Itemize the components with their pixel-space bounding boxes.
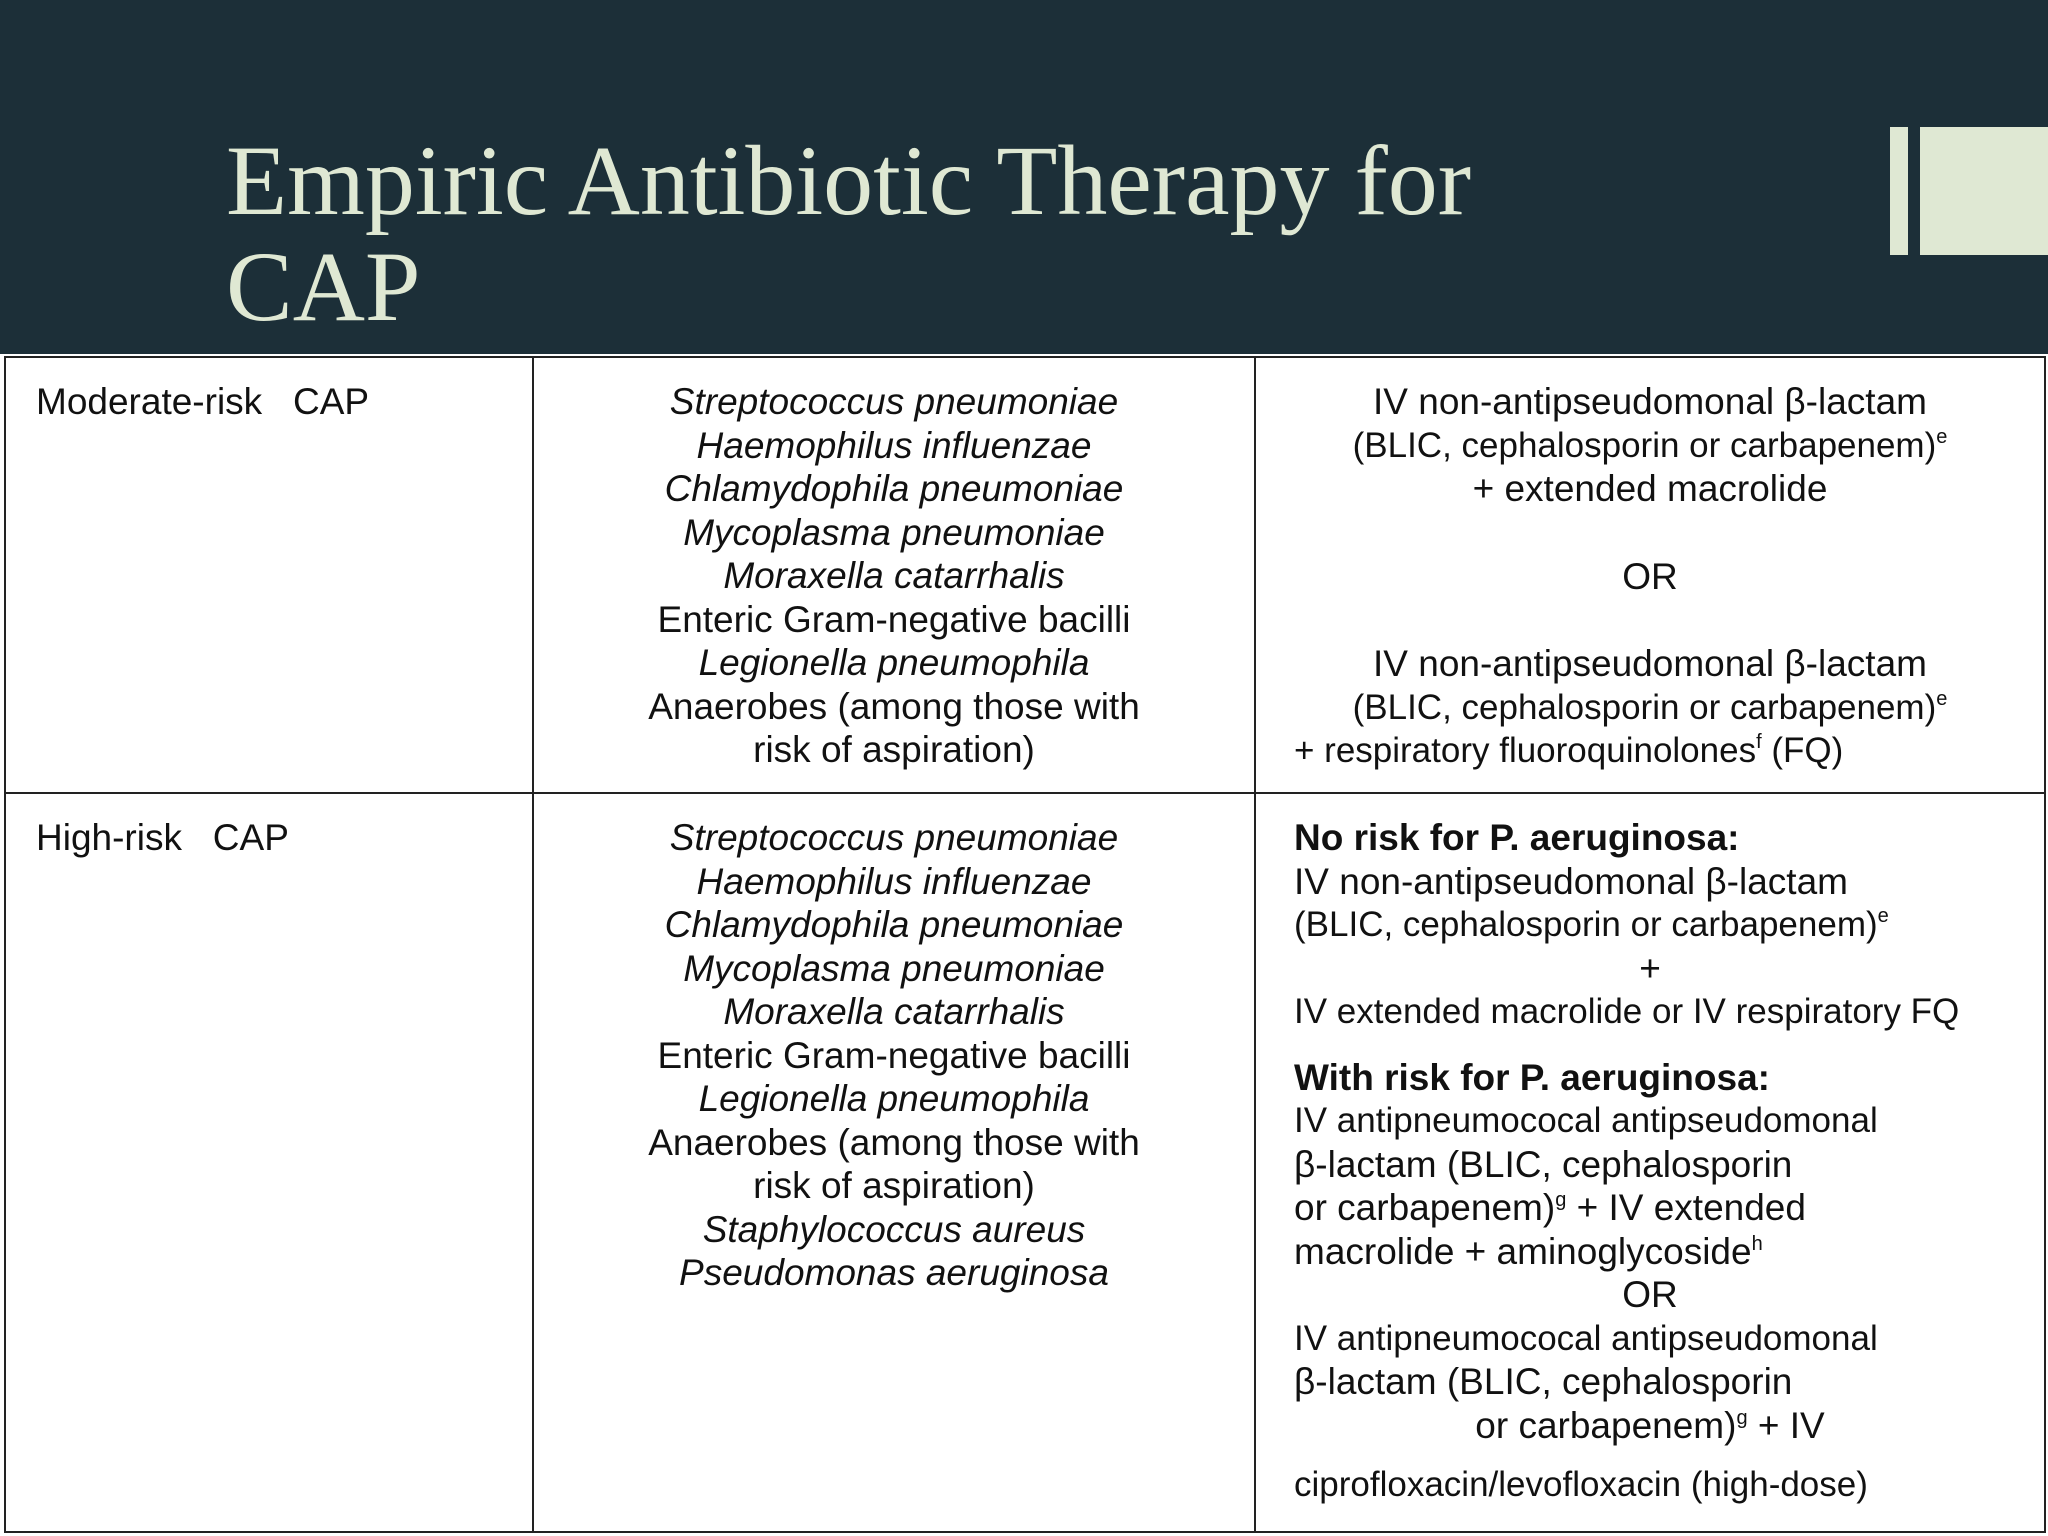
therapy-line: IV non-antipseudomonal β-lactam — [1373, 643, 1927, 684]
therapy-line: + — [1639, 947, 1661, 989]
footnote-marker: f — [1756, 731, 1762, 753]
therapy-line: IV antipneumococal antipseudomonal — [1294, 1318, 1878, 1358]
risk-cell: High-risk CAP — [5, 793, 533, 1532]
therapy-cell — [1255, 357, 2045, 793]
organism-item: Mycoplasma pneumoniae — [683, 947, 1105, 989]
slide-title — [226, 125, 1472, 342]
footnote-marker: g — [1555, 1189, 1567, 1211]
therapy-line: (BLIC, cephalosporin or carbapenem)$^e$ — [1352, 687, 1948, 727]
therapy-line: (BLIC, cephalosporin or carbapenem)$^e$ — [1294, 905, 1889, 944]
organism-item: Haemophilus influenzae — [696, 860, 1092, 902]
organism-item: Enteric Gram-negative bacilli — [657, 598, 1131, 640]
organism-item: Chlamydophila pneumoniae — [664, 468, 1124, 509]
organism-item: Streptococcus pneumoniae — [669, 381, 1119, 422]
accent-block — [1920, 127, 2048, 255]
therapy-line: IV non-antipseudomonal β-lactam — [1373, 381, 1927, 422]
therapy-heading: No risk for P. aeruginosa: — [1294, 817, 1740, 858]
therapy-line: or carbapenem)$^g$ + IV — [1475, 1404, 1825, 1446]
footnote-marker: e — [1936, 425, 1948, 448]
organism-item: Haemophilus influenzae — [696, 424, 1092, 466]
organism-item: risk of aspiration) — [753, 1165, 1035, 1206]
organism-item: Legionella pneumophila — [698, 1078, 1090, 1119]
footnote-marker: e — [1936, 687, 1948, 710]
therapy-line: β-lactam (BLIC, cephalosporin — [1294, 1143, 1793, 1185]
therapy-line: ciprofloxacin/levofloxacin (high-dose) — [1294, 1465, 1868, 1504]
organism-item: Anaerobes (among those with — [648, 1121, 1140, 1163]
organism-item: risk of aspiration) — [753, 729, 1035, 770]
or-separator: OR — [1622, 555, 1678, 597]
therapy-line: + respiratory fluoroquinolones$^f$ (FQ) — [1294, 731, 1844, 770]
therapy-line: (BLIC, cephalosporin or carbapenem)$^e$ — [1352, 425, 1948, 465]
organism-item: Pseudomonas aeruginosa — [679, 1252, 1109, 1293]
table-row-moderate-risk — [5, 357, 2045, 793]
organisms-cell — [533, 357, 1255, 793]
accent-bar — [1890, 127, 1908, 255]
organisms-cell — [533, 793, 1255, 1532]
therapy-line: + extended macrolide — [1472, 468, 1828, 509]
slide-title-line-1: Empiric Antibiotic Therapy for — [226, 125, 1472, 236]
therapy-line: IV non-antipseudomonal β-lactam — [1294, 860, 1848, 902]
organism-item: Legionella pneumophila — [698, 642, 1090, 683]
therapy-line: β-lactam (BLIC, cephalosporin — [1294, 1361, 1793, 1402]
table-row-high-risk — [5, 793, 2045, 1532]
organism-item: Moraxella catarrhalis — [723, 991, 1065, 1032]
table-area — [0, 354, 2048, 1536]
therapy-table — [4, 356, 2046, 1533]
therapy-line: or carbapenem)$^g$ + IV extended — [1294, 1187, 1806, 1228]
footnote-marker: h — [1751, 1232, 1763, 1255]
organism-item: Mycoplasma pneumoniae — [683, 511, 1105, 553]
footnote-marker: e — [1877, 905, 1889, 927]
organism-item: Staphylococcus aureus — [702, 1208, 1086, 1250]
risk-cell: Moderate-risk CAP — [5, 357, 533, 793]
therapy-line: macrolide + aminoglycoside$^h$ — [1294, 1230, 1763, 1272]
therapy-cell — [1255, 793, 2045, 1532]
footnote-marker: g — [1736, 1406, 1748, 1429]
organism-item: Chlamydophila pneumoniae — [664, 904, 1124, 945]
therapy-line: IV extended macrolide or IV respiratory FQ — [1294, 992, 1960, 1031]
therapy-heading: With risk for P. aeruginosa: — [1294, 1056, 1770, 1098]
therapy-line: IV antipneumococal antipseudomonal — [1294, 1101, 1878, 1140]
slide-title-line-2: CAP — [226, 231, 421, 342]
organism-item: Moraxella catarrhalis — [723, 555, 1065, 596]
organism-item: Anaerobes (among those with — [648, 685, 1140, 727]
or-separator: OR — [1622, 1274, 1678, 1315]
organism-item: Enteric Gram-negative bacilli — [657, 1034, 1131, 1076]
organism-item: Streptococcus pneumoniae — [669, 817, 1119, 858]
